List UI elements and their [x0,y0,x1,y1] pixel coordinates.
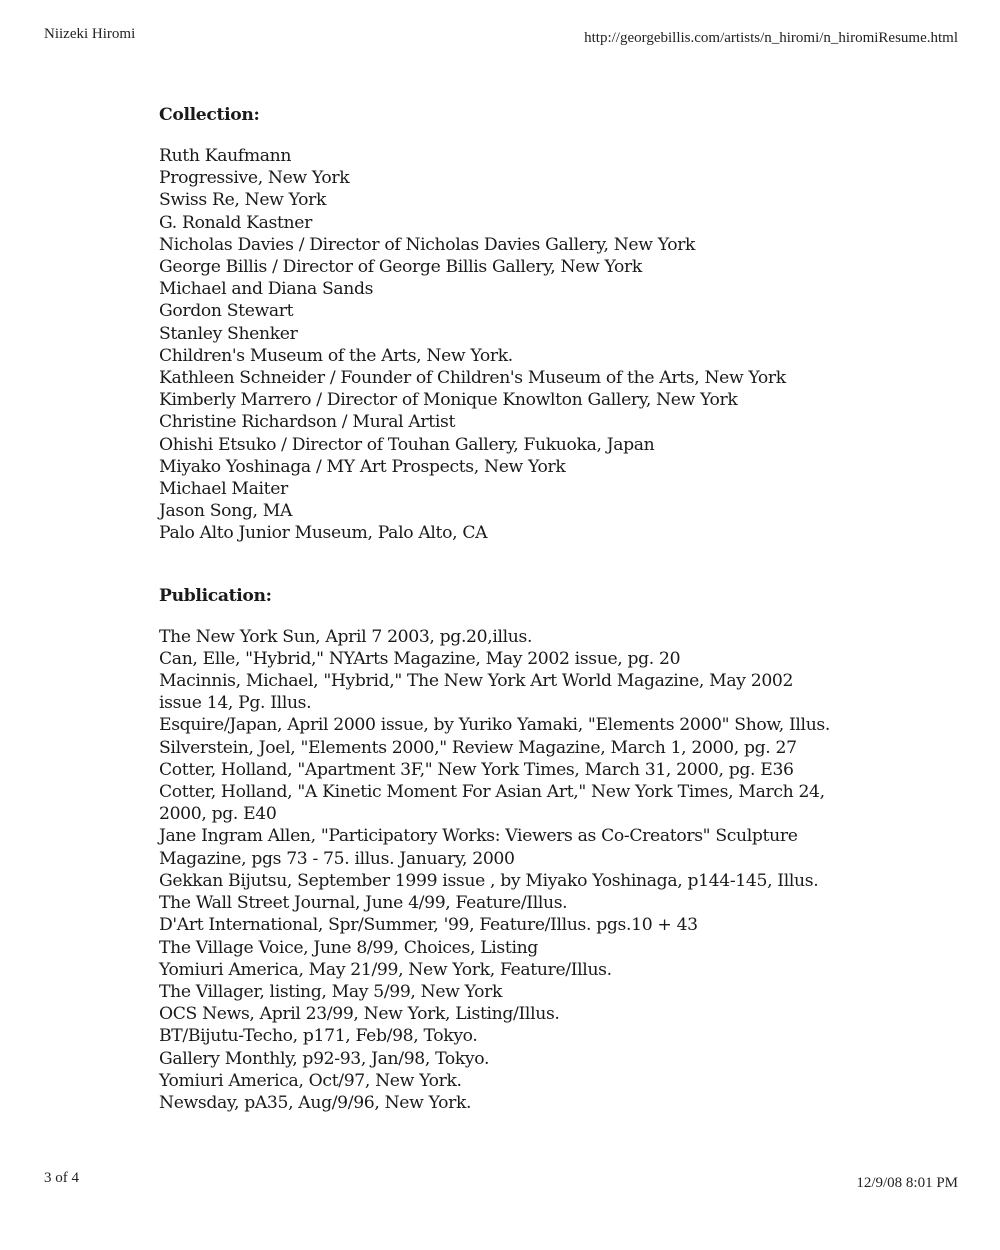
publication-item: Cotter, Holland, "Apartment 3F," New York Times, March 31, 2000, pg. E36 [159,759,794,780]
page-number: 3 of 4 [44,1170,79,1186]
collection-item: Michael Maiter [159,479,288,500]
collection-item: Ruth Kaufmann [159,146,292,166]
print-timestamp: 12/9/08 8:01 PM [856,1175,958,1191]
collection-item: Kathleen Schneider / Founder of Children's Museum of the Arts, New York [159,368,786,389]
collection-item: Ohishi Etsuko / Director of Touhan Gallery, Fukuoka, Japan [159,434,655,455]
publication-item: The New York Sun, April 7 2003, pg.20,illus. [159,626,533,647]
collection-item: George Billis / Director of George Billis Gallery, New York [159,257,642,278]
publication-item: Esquire/Japan, April 2000 issue, by Yuriko Yamaki, "Elements 2000" Show, Illus. [159,715,831,736]
publication-item: OCS News, April 23/99, New York, Listing/Illus. [159,1004,560,1025]
publication-item: Jane Ingram Allen, "Participatory Works: Viewers as Co-Creators" Sculpture Magazine, pgs 73 - 75. illus. January, 2000 [159,826,798,869]
collection-item: G. Ronald Kastner [159,212,312,233]
publication-item: The Wall Street Journal, June 4/99, Feature/Illus. [159,893,568,914]
publication-list [159,626,859,1114]
collection-item: Gordon Stewart [159,301,294,322]
collection-item: Nicholas Davies / Director of Nicholas Davies Gallery, New York [159,234,696,255]
collection-item: Children's Museum of the Arts, New York. [159,345,513,366]
publication-item: Yomiuri America, May 21/99, New York, Feature/Illus. [159,959,612,980]
publication-item: Silverstein, Joel, "Elements 2000," Review Magazine, March 1, 2000, pg. 27 [159,737,797,758]
publication-item: BT/Bijutu-Techo, p171, Feb/98, Tokyo. [159,1026,478,1047]
publication-item: Macinnis, Michael, "Hybrid," The New York Art World Magazine, May 2002 issue 14, Pg. Illus. [159,671,794,714]
collection-item: Palo Alto Junior Museum, Palo Alto, CA [159,523,488,544]
publication-item: Newsday, pA35, Aug/9/96, New York. [159,1092,472,1113]
publication-item: D'Art International, Spr/Summer, '99, Feature/Illus. pgs.10 + 43 [159,915,698,936]
print-footer [44,1170,958,1192]
collection-item: Kimberly Marrero / Director of Monique Knowlton Gallery, New York [159,390,738,411]
collection-item: Swiss Re, New York [159,190,327,211]
collection-item: Michael and Diana Sands [159,279,374,300]
collection-item: Christine Richardson / Mural Artist [159,412,456,433]
collection-heading: Collection: [159,105,260,125]
publication-item: The Villager, listing, May 5/99, New York [159,981,503,1002]
publication-item: The Village Voice, June 8/99, Choices, Listing [159,937,538,958]
print-header [44,26,958,47]
publication-heading: Publication: [159,585,272,606]
publication-item: Cotter, Holland, "A Kinetic Moment For Asian Art," New York Times, March 24, 2000, pg. E40 [159,782,825,825]
collection-item: Miyako Yoshinaga / MY Art Prospects, New York [159,456,566,477]
collection-list [159,145,859,545]
collection-item: Jason Song, MA [159,501,293,522]
page-url: http://georgebillis.com/artists/n_hiromi/n_hiromiResume.html [584,30,958,46]
publication-item: Can, Elle, "Hybrid," NYArts Magazine, May 2002 issue, pg. 20 [159,648,681,669]
publication-item: Gallery Monthly, p92-93, Jan/98, Tokyo. [159,1048,490,1069]
page-author: Niizeki Hiromi [44,26,136,42]
resume-content [159,104,859,1114]
collection-item: Progressive, New York [159,168,350,189]
publication-item: Gekkan Bijutsu, September 1999 issue , by Miyako Yoshinaga, p144-145, Illus. [159,870,819,891]
publication-item: Yomiuri America, Oct/97, New York. [159,1070,462,1091]
collection-item: Stanley Shenker [159,323,298,344]
